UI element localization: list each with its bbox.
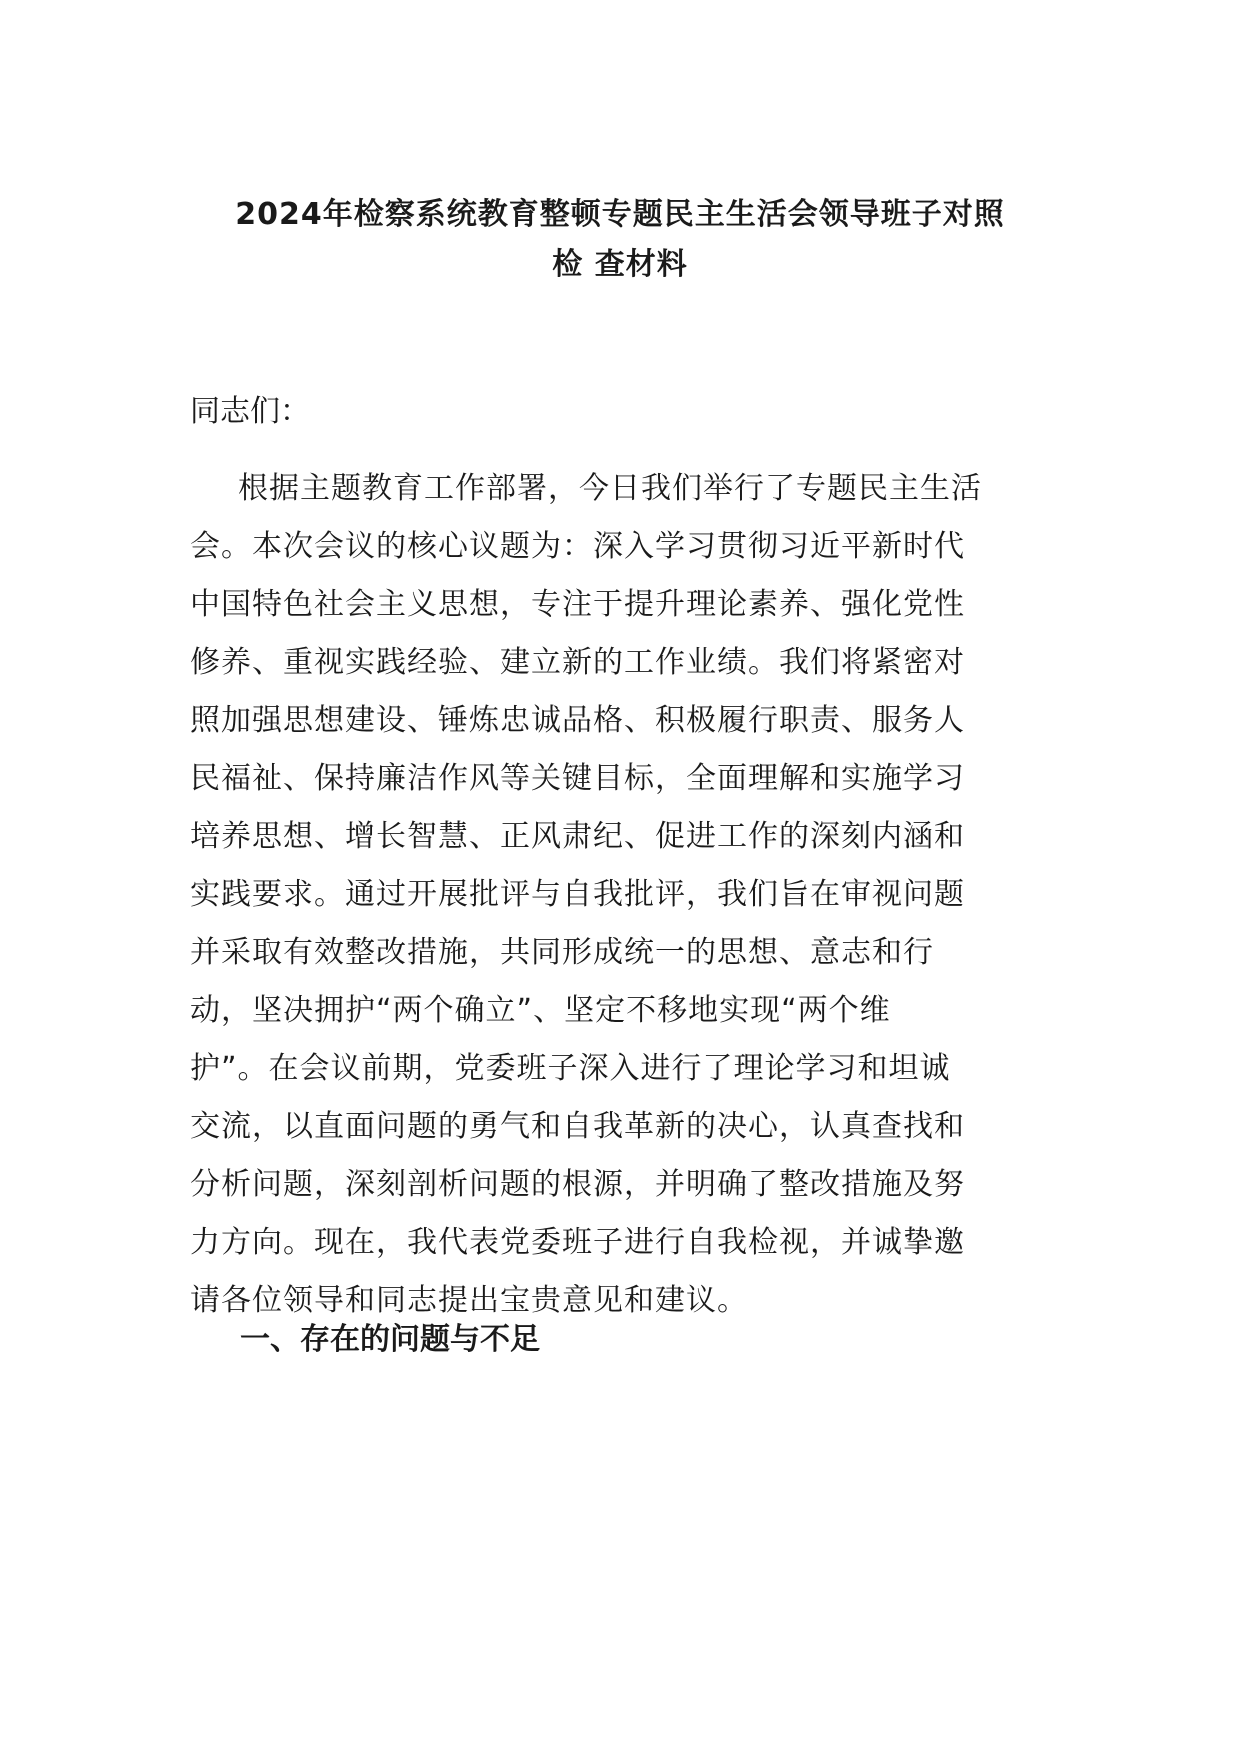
body-line: 民福祉、保持廉洁作风等关键目标，全面理解和实施学习 bbox=[190, 761, 965, 796]
body-line: 根据主题教育工作部署，今日我们举行了专题民主生活 bbox=[238, 471, 982, 506]
body-line: 照加强思想建设、锤炼忠诚品格、积极履行职责、服务人 bbox=[190, 703, 965, 738]
body-line: 中国特色社会主义思想，专注于提升理论素养、强化党性 bbox=[190, 587, 965, 622]
body-paragraph bbox=[190, 460, 1070, 1330]
title-line-2: 检 查材料 bbox=[552, 247, 688, 282]
body-line: 修养、重视实践经验、建立新的工作业绩。我们将紧密对 bbox=[190, 645, 965, 680]
salutation: 同志们： bbox=[190, 394, 310, 429]
body-line: 力方向。现在，我代表党委班子进行自我检视，并诚挚邀 bbox=[190, 1225, 965, 1260]
body-line: 会。本次会议的核心议题为：深入学习贯彻习近平新时代 bbox=[190, 529, 965, 564]
body-line: 交流，以直面问题的勇气和自我革新的决心，认真查找和 bbox=[190, 1109, 965, 1144]
title-line-1: 2024年检察系统教育整顿专题民主生活会领导班子对照 bbox=[235, 197, 1005, 232]
body-line: 护”。在会议前期，党委班子深入进行了理论学习和坦诚 bbox=[190, 1051, 951, 1086]
body-line: 实践要求。通过开展批评与自我批评，我们旨在审视问题 bbox=[190, 877, 965, 912]
body-line: 分析问题，深刻剖析问题的根源，并明确了整改措施及努 bbox=[190, 1167, 965, 1202]
body-line: 培养思想、增长智慧、正风肃纪、促进工作的深刻内涵和 bbox=[190, 819, 965, 854]
body-line: 请各位领导和同志提出宝贵意见和建议。 bbox=[190, 1283, 748, 1318]
body-line: 并采取有效整改措施，共同形成统一的思想、意志和行 bbox=[190, 935, 934, 970]
body-line: 动，坚决拥护“两个确立”、坚定不移地实现“两个维 bbox=[190, 993, 891, 1028]
document-title bbox=[180, 190, 1060, 290]
section-heading: 一、存在的问题与不足 bbox=[240, 1322, 540, 1357]
